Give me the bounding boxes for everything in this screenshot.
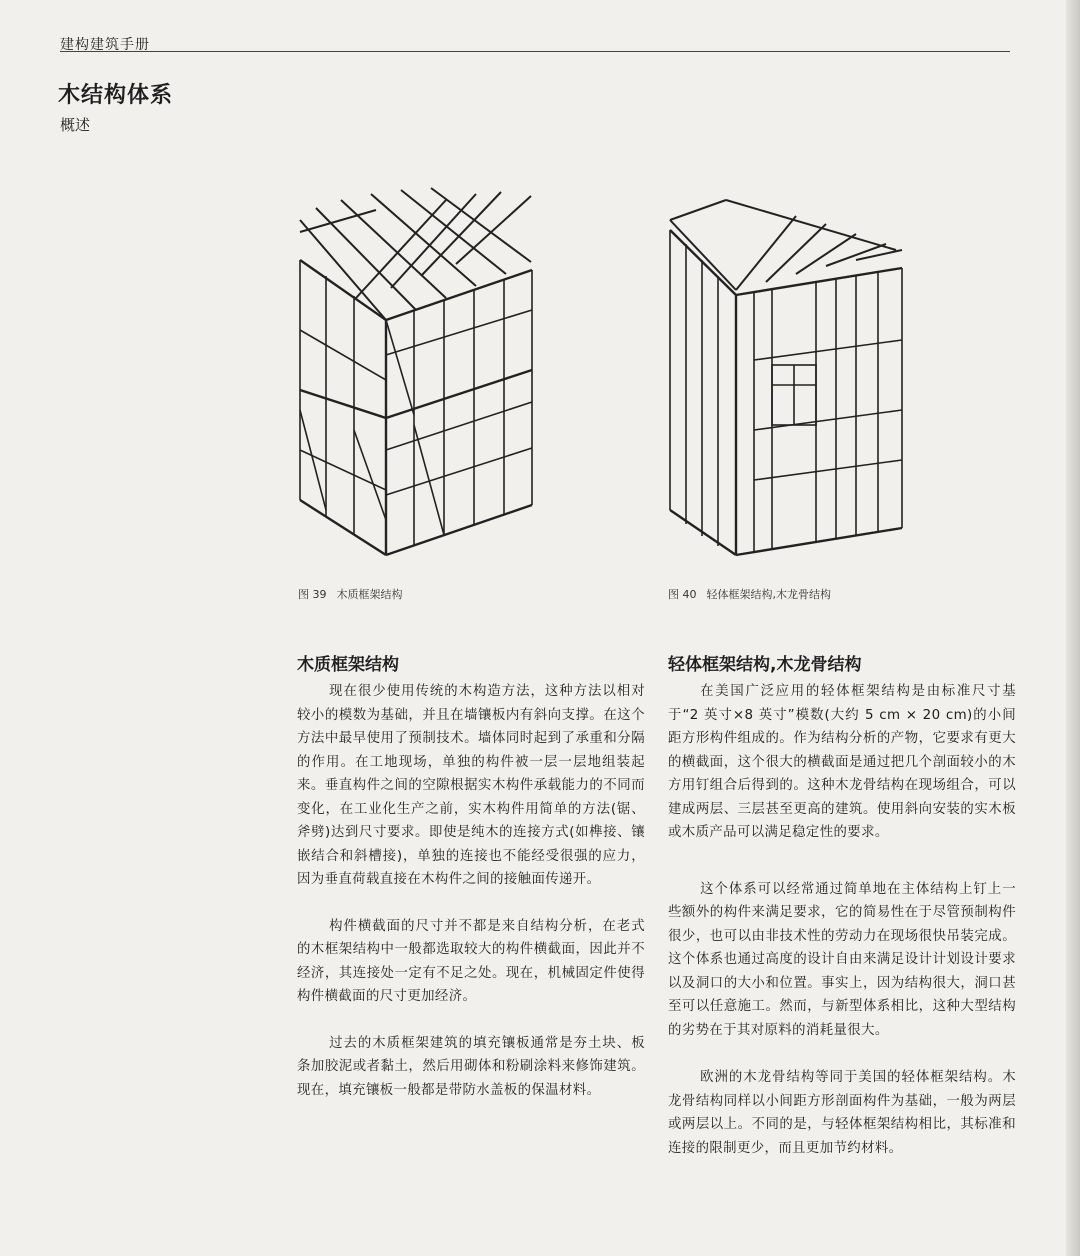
- paragraph: 过去的木质框架建筑的填充镶板通常是夯土块、板条加胶泥或者黏土，然后用砌体和粉刷涂料来修饰建筑。现在，填充镶板一般都是带防水盖板的保温材料。: [297, 1035, 645, 1098]
- running-header: 建构建筑手册: [60, 37, 150, 53]
- chapter-title: 木结构体系: [58, 83, 174, 108]
- section-timber-frame: [297, 654, 645, 1102]
- figure-39-caption: [298, 586, 403, 602]
- paragraph: 构件横截面的尺寸并不都是来自结构分析，在老式的木框架结构中一般都选取较大的构件横截面，因此并不经济，其连接处一定有不足之处。现在，机械固定件使得构件横截面的尺寸更加经济。: [297, 918, 645, 1004]
- figure-39-timber-frame: [296, 180, 541, 560]
- figure-40-caption: [668, 586, 831, 602]
- chapter-subtitle: 概述: [60, 116, 91, 134]
- section-heading-light-frame: 轻体框架结构,木龙骨结构: [668, 655, 862, 675]
- section-light-frame: [668, 654, 1016, 1160]
- light-frame-drawing-icon: [666, 180, 906, 560]
- timber-frame-drawing-icon: [296, 180, 541, 560]
- figure-40-light-frame: [666, 180, 906, 560]
- figure-39-number: 图 39: [298, 588, 327, 601]
- page-edge-shadow: [1066, 0, 1080, 1256]
- section-heading-timber-frame: 木质框架结构: [297, 655, 399, 675]
- figure-39-caption-text: 木质框架结构: [336, 588, 403, 601]
- paragraph: 这个体系可以经常通过简单地在主体结构上钉上一些额外的构件来满足要求，它的简易性在于尽管预制构件很少，也可以由非技术性的劳动力在现场很快吊装完成。这个体系也通过高度的设计自由来满足设计计划设计要求以及洞口的大小和位置。事实上，因为结构很大，洞口甚至可以任意施工。然而，与新型体系相比，这种大型结构的劣势在于其对原料的消耗量很大。: [668, 881, 1016, 1038]
- paragraph: 在美国广泛应用的轻体框架结构是由标准尺寸基于“2 英寸×8 英寸”模数(大约 5 cm × 20 cm)的小间距方形构件组成的。作为结构分析的产物，它要求有更大的横截面，这个很大的横截面是通过把几个剖面较小的木方用钉组合后得到的。这种木龙骨结构在现场组合，可以建成两层、三层甚至更高的建筑。使用斜向安装的实木板或木质产品可以满足稳定性的要求。: [668, 684, 1016, 840]
- paragraph: 现在很少使用传统的木构造方法，这种方法以相对较小的模数为基础，并且在墙镶板内有斜向支撑。在这个方法中最早使用了预制技术。墙体同时起到了承重和分隔的作用。在工地现场，单独的构件被一层一层地组装起来。垂直构件之间的空隙根据实木构件承载能力的不同而变化，在工业化生产之前，实木构件用简单的方法(锯、斧劈)达到尺寸要求。即使是纯木的连接方式(如榫接、镶嵌结合和斜槽接)，单独的连接也不能经受很强的应力，因为垂直荷载直接在木构件之间的接触面传递开。: [297, 684, 645, 887]
- header-rule: [60, 51, 1010, 52]
- figure-40-number: 图 40: [668, 588, 697, 601]
- figure-40-caption-text: 轻体框架结构,木龙骨结构: [706, 588, 831, 601]
- paragraph: 欧洲的木龙骨结构等同于美国的轻体框架结构。木龙骨结构同样以小间距方形剖面构件为基础，一般为两层或两层以上。不同的是，与轻体框架结构相比，其标准和连接的限制更少，而且更加节约材料。: [668, 1070, 1016, 1156]
